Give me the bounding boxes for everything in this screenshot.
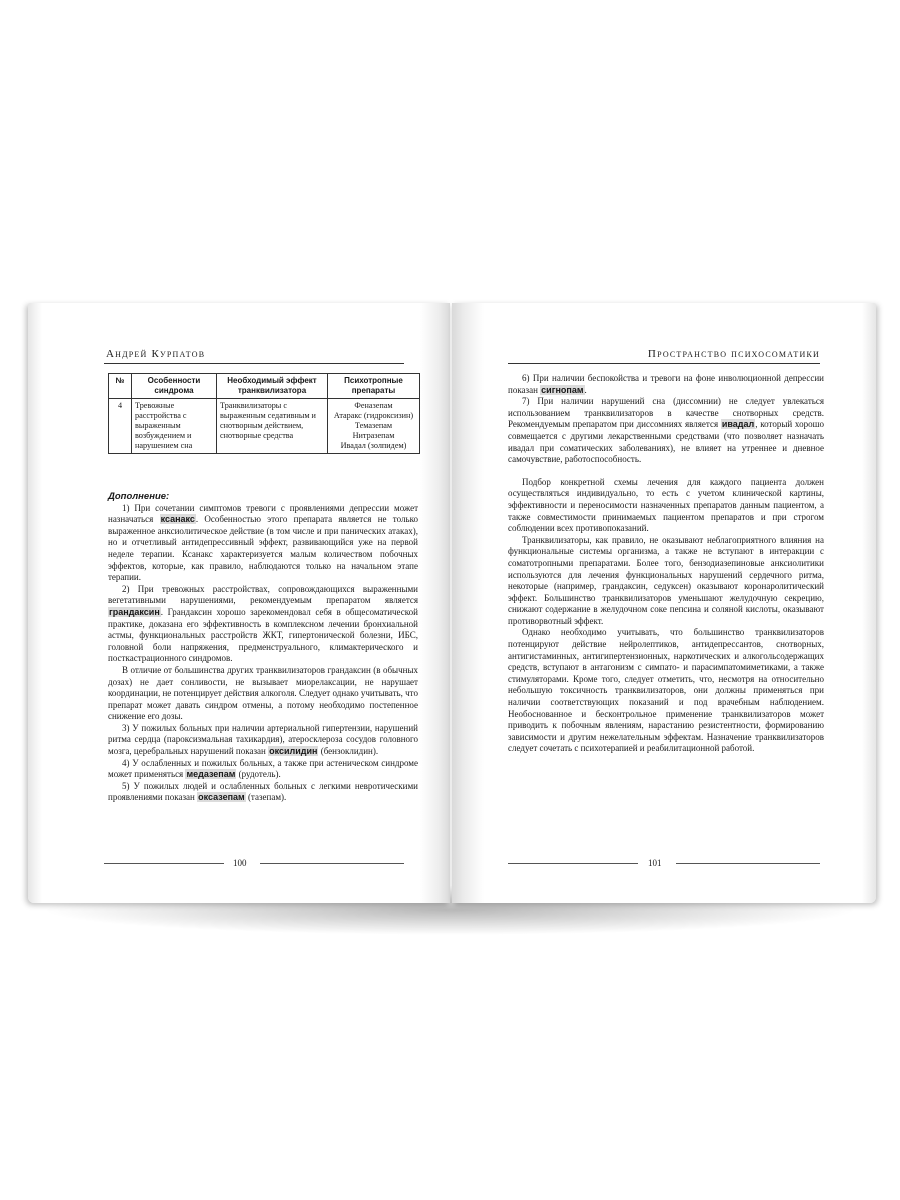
drug-highlight: оксазепам (198, 792, 245, 803)
paragraph (508, 396, 824, 466)
table-header: № (109, 374, 132, 399)
text-run: 1) При сочетании симптомов тревоги с проявлениями депрессии может назначаться (108, 502, 418, 525)
drug-name: Нитразепам (352, 431, 395, 440)
text-run: 3) У пожилых больных при наличии артериальной гипертензии, нарушений ритма сердца (пароксизмальная тахикардия), атеросклероза сосудов головного мозга, церебральных нарушений показан (108, 722, 418, 757)
right-page (452, 303, 876, 903)
text-run: 6) При наличии беспокойства и тревоги на фоне инволюционной депрессии показан (508, 373, 824, 395)
text-run: , который хорошо совмещается с другими лекарственными средствами (что позволяет назначать ивадал при соматических заболеваниях), не влияет на утреннее и дневное самочувствие, работоспособность. (508, 419, 825, 465)
left-body-text (108, 491, 418, 804)
header-rule (104, 363, 404, 364)
text-run: . (584, 384, 587, 395)
running-head-title: Пространство психосоматики (647, 348, 820, 360)
addendum-title: Дополнение: (108, 491, 170, 502)
page-number: 100 (233, 858, 247, 868)
tranquilizer-table (108, 373, 420, 454)
table-header-row (109, 374, 420, 399)
paragraph: Однако необходимо учитывать, что большинство транквилизаторов потенцируют действие нейролептиков, антидепрессантов, снотворных, антигистаминных, антигипертензионных, наркотических и алкогольсодержащих средств, вступают в антагонизм с симпато- и парасимпатомиметиками, а также стимуляторами. Кроме того, следует отметить, что, несмотря на относительно небольшую токсичность транквилизаторов, они должны применяться при наличии соответствующих показаний и под врачебным наблюдением. Необоснованное и бесконтрольное применение транквилизаторов может приводить к побочным явлениям, нарастанию резистентности, формированию зависимости и другим нежелательным эффектам. Назначение транквилизаторов следует сочетать с психотерапией и реабилитационной работой. (508, 627, 824, 754)
text-run: 5) У пожилых людей и ослабленных больных с легкими невротическими проявлениями показан (108, 780, 418, 803)
paragraph: Транквилизаторы, как правило, не оказывают неблагоприятного влияния на функциональные системы организма, а также не вступают в интеракции с соматотропными препаратами. Более того, бензодиазепиновые анксиолитики используются для лечения функциональных нарушений сердечного ритма, некоторые (например, грандаксин, седуксен) оказывают коронаролитический эффект. Большинство транквилизаторов уменьшают желудочную секрецию, снижают содержание в желудочном соке пепсина и соляной кислоты, оказывают противорвотный эффект. (508, 534, 824, 626)
open-book (28, 303, 876, 915)
table-header: Особенности синдрома (132, 374, 217, 399)
text-run: . Особенностью этого препарата является не только выраженное анксиолитическое действие (в том числе и при панических атаках), но и отчетливый антидепрессивный эффект, развивающийся уже на первой неделе терапии. Ксанакс характеризуется малым количеством побочных эффектов, которые, как правило, наблюдаются только на начальном этапе терапии. (108, 514, 418, 583)
left-page (28, 303, 450, 903)
text-run: 7) При наличии нарушений сна (диссомнии) не следует увлекаться использованием транквилизаторов в качестве снотворных средств. Рекомендуемым препаратом при диссомниях является (508, 396, 824, 430)
table-header: Необходимый эффект транквилизатора (217, 374, 328, 399)
paragraph (508, 373, 824, 396)
drug-highlight: ксанакс (160, 514, 195, 525)
footer-rule-right (676, 863, 820, 864)
drug-highlight: грандаксин (109, 606, 160, 617)
drug-highlight: сигнопам (541, 384, 584, 395)
text-run: (тазепам). (245, 792, 287, 803)
drug-name: Феназепам (354, 401, 393, 410)
paragraph (108, 584, 418, 665)
paragraph: Подбор конкретной схемы лечения для каждого пациента должен осуществляться индивидуально, то есть с учетом клинической картины, эффективности и переносимости назначенных препаратов данным пациентом, а также совместимости принимаемых пациентом препаратов и при строгом соблюдении всех противопоказаний. (508, 476, 824, 534)
text-run: (бензоклидин). (318, 746, 379, 757)
table-row (109, 399, 420, 454)
page-number: 101 (648, 858, 662, 868)
text-run: 2) При тревожных расстройствах, сопровождающихся выраженными вегетативными нарушениями, рекомендуемым препаратом является (108, 583, 418, 606)
table-cell-number: 4 (109, 399, 132, 454)
drug-name: Темазепам (354, 421, 393, 430)
paragraph (108, 723, 418, 758)
paragraph (108, 503, 418, 584)
text-run: 4) У ослабленных и пожилых больных, а также при астеническом синдроме может применяться (108, 757, 418, 780)
footer-rule-left (508, 863, 638, 864)
drug-name: Ивадал (золпидем) (340, 441, 407, 450)
paragraph (108, 781, 418, 804)
running-head-author: Андрей Курпатов (106, 348, 206, 360)
footer-rule-left (104, 863, 224, 864)
text-run: . Грандаксин хорошо зарекомендовал себя в общесоматической практике, доказана его эффективность в комплексном лечении бронхиальной астмы, функциональных расстройств ЖКТ, гипертонической болезни, ИБС, головной боли напряжения, предменструального, климактерического и посткастрационного синдромов. (108, 606, 418, 664)
paragraph: В отличие от большинства других транквилизаторов грандаксин (в обычных дозах) не дает сонливости, не вызывает миорелаксации, не нарушает координации, не потенцирует действия алкоголя. Следует однако учитывать, что препарат может давать синдром отмены, а потому необходимо постепенное снижение его дозы. (108, 664, 418, 722)
paragraph (108, 758, 418, 781)
drug-highlight: ивадал (721, 419, 755, 430)
right-body-text (508, 373, 824, 755)
table-header: Психотропные препараты (328, 374, 420, 399)
drug-highlight: оксилидин (269, 746, 318, 757)
drug-name: Атаракс (гидроксизин) (333, 411, 414, 420)
table-cell-effect: Транквилизаторы с выраженным седативным и снотворным действием, снотворные средства (217, 399, 328, 454)
table-cell-syndrome: Тревожные расстройства с выраженным возбуждением и нарушением сна (132, 399, 217, 454)
header-rule (508, 363, 820, 364)
footer-rule-right (260, 863, 404, 864)
table-cell-drugs (328, 399, 420, 454)
drug-highlight: медазепам (186, 769, 236, 780)
text-run: (рудотель). (236, 769, 281, 780)
